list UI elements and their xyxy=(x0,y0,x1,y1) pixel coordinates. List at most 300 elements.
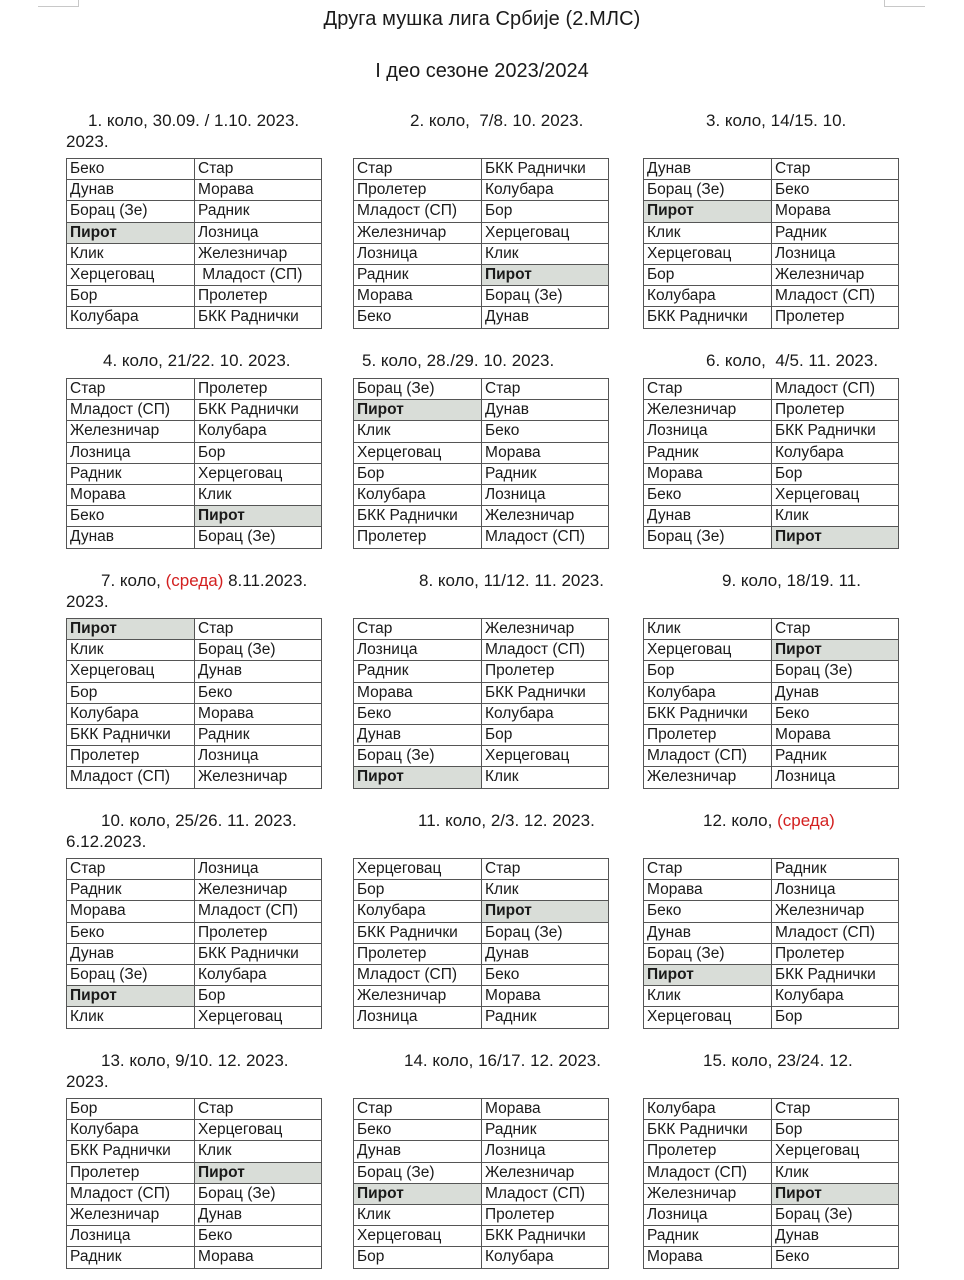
away-team-cell: Бор xyxy=(195,442,322,463)
away-team-cell: Пролетер xyxy=(195,379,322,400)
match-row xyxy=(644,463,899,484)
away-team-cell: Пирот xyxy=(482,264,609,285)
home-team-cell: Херцеговац xyxy=(644,243,772,264)
home-team-cell: Клик xyxy=(67,1007,195,1028)
match-row xyxy=(644,159,899,180)
match-row xyxy=(67,943,322,964)
home-team-cell: Железничар xyxy=(644,1183,772,1204)
match-row xyxy=(644,880,899,901)
home-team-cell: Пролетер xyxy=(354,180,482,201)
home-team-cell: Младост (СП) xyxy=(67,1183,195,1204)
match-row xyxy=(644,1183,899,1204)
home-team-cell: Херцеговац xyxy=(354,859,482,880)
match-row xyxy=(67,180,322,201)
home-team-cell: Херцеговац xyxy=(67,264,195,285)
away-team-cell: Радник xyxy=(772,222,899,243)
away-team-cell: Херцеговац xyxy=(772,1141,899,1162)
round-title-text: 2. коло, 7/8. 10. 2023. xyxy=(410,111,584,130)
match-row xyxy=(354,724,609,745)
match-row xyxy=(354,506,609,527)
away-team-cell: БКК Раднички xyxy=(195,943,322,964)
match-row xyxy=(644,400,899,421)
home-team-cell: Стар xyxy=(67,379,195,400)
match-row xyxy=(67,1141,322,1162)
match-row xyxy=(354,682,609,703)
round-title xyxy=(643,1050,853,1071)
away-team-cell: Младост (СП) xyxy=(482,1183,609,1204)
round-title xyxy=(353,350,554,371)
match-row xyxy=(67,463,322,484)
home-team-cell: Пирот xyxy=(354,1183,482,1204)
home-team-cell: Железничар xyxy=(67,421,195,442)
home-team-cell: Дунав xyxy=(644,922,772,943)
match-row xyxy=(67,379,322,400)
fixture-table xyxy=(353,158,609,329)
round-title-date: 8.11.2023. xyxy=(223,571,308,590)
home-team-cell: Радник xyxy=(67,463,195,484)
round-title-text: 12. коло, xyxy=(703,811,778,830)
away-team-cell: Пирот xyxy=(772,527,899,548)
home-team-cell: Пирот xyxy=(354,400,482,421)
match-row xyxy=(354,180,609,201)
home-team-cell: БКК Раднички xyxy=(644,1120,772,1141)
match-row xyxy=(67,640,322,661)
away-team-cell: Железничар xyxy=(772,901,899,922)
match-row xyxy=(67,421,322,442)
home-team-cell: Лозница xyxy=(67,1226,195,1247)
away-team-cell: Бор xyxy=(772,1120,899,1141)
away-team-cell: Борац (Зе) xyxy=(772,661,899,682)
round-block xyxy=(66,1050,326,1270)
match-row xyxy=(67,1226,322,1247)
away-team-cell: Борац (Зе) xyxy=(482,286,609,307)
match-row xyxy=(67,1247,322,1268)
home-team-cell: Колубара xyxy=(354,901,482,922)
away-team-cell: Железничар xyxy=(195,880,322,901)
match-row xyxy=(354,484,609,505)
match-row xyxy=(644,661,899,682)
home-team-cell: Железничар xyxy=(354,986,482,1007)
away-team-cell: Железничар xyxy=(482,619,609,640)
away-team-cell: Младост (СП) xyxy=(772,922,899,943)
match-row xyxy=(67,442,322,463)
match-row xyxy=(644,859,899,880)
round-title-text: 7. коло, xyxy=(101,571,166,590)
match-row xyxy=(644,442,899,463)
home-team-cell: Лозница xyxy=(67,442,195,463)
home-team-cell: Колубара xyxy=(644,682,772,703)
away-team-cell: Пролетер xyxy=(482,1204,609,1225)
away-team-cell: Стар xyxy=(772,159,899,180)
home-team-cell: Борац (Зе) xyxy=(644,527,772,548)
home-team-cell: Радник xyxy=(644,442,772,463)
round-title-line2: 2023. xyxy=(66,132,109,151)
home-team-cell: Морава xyxy=(644,1247,772,1268)
away-team-cell: Пролетер xyxy=(772,307,899,328)
home-team-cell: БКК Раднички xyxy=(354,506,482,527)
home-team-cell: БКК Раднички xyxy=(67,1141,195,1162)
away-team-cell: Лозница xyxy=(772,880,899,901)
away-team-cell: Железничар xyxy=(195,767,322,788)
fixture-table xyxy=(66,158,322,329)
away-team-cell: БКК Раднички xyxy=(772,421,899,442)
match-row xyxy=(354,286,609,307)
match-row xyxy=(67,724,322,745)
round-title-text: 6. коло, 4/5. 11. 2023. xyxy=(706,351,879,370)
round-title xyxy=(66,1050,289,1092)
home-team-cell: Клик xyxy=(644,986,772,1007)
away-team-cell: Бор xyxy=(772,1007,899,1028)
home-team-cell: Стар xyxy=(67,859,195,880)
round-title-text: 13. коло, 9/10. 12. 2023. xyxy=(101,1051,289,1070)
away-team-cell: Колубара xyxy=(482,703,609,724)
match-row xyxy=(644,1162,899,1183)
away-team-cell: Лозница xyxy=(482,484,609,505)
home-team-cell: БКК Раднички xyxy=(67,724,195,745)
away-team-cell: Стар xyxy=(195,1099,322,1120)
home-team-cell: Пирот xyxy=(644,964,772,985)
match-row xyxy=(67,400,322,421)
away-team-cell: Дунав xyxy=(482,400,609,421)
home-team-cell: Бор xyxy=(67,1099,195,1120)
match-row xyxy=(644,527,899,548)
match-row xyxy=(644,1099,899,1120)
match-row xyxy=(644,286,899,307)
round-title xyxy=(66,810,297,852)
round-title-text: 3. коло, 14/15. 10. xyxy=(706,111,847,130)
away-team-cell: Радник xyxy=(195,724,322,745)
away-team-cell: Бор xyxy=(195,986,322,1007)
match-row xyxy=(354,901,609,922)
away-team-cell: Клик xyxy=(482,243,609,264)
home-team-cell: Борац (Зе) xyxy=(354,746,482,767)
match-row xyxy=(644,379,899,400)
home-team-cell: Бор xyxy=(67,682,195,703)
home-team-cell: БКК Раднички xyxy=(354,922,482,943)
home-team-cell: Железничар xyxy=(354,222,482,243)
round-title-line2: 2023. xyxy=(66,1072,109,1091)
match-row xyxy=(354,159,609,180)
home-team-cell: Радник xyxy=(354,264,482,285)
match-row xyxy=(354,379,609,400)
round-block xyxy=(66,350,326,550)
home-team-cell: Колубара xyxy=(67,1120,195,1141)
round-block xyxy=(353,1050,613,1270)
match-row xyxy=(644,506,899,527)
home-team-cell: Дунав xyxy=(644,159,772,180)
match-row xyxy=(644,724,899,745)
round-title xyxy=(66,570,307,612)
home-team-cell: Дунав xyxy=(644,506,772,527)
home-team-cell: Колубара xyxy=(644,1099,772,1120)
match-row xyxy=(644,619,899,640)
away-team-cell: Борац (Зе) xyxy=(195,640,322,661)
away-team-cell: Пролетер xyxy=(195,922,322,943)
away-team-cell: Колубара xyxy=(195,421,322,442)
away-team-cell: Беко xyxy=(482,964,609,985)
away-team-cell: Морава xyxy=(195,703,322,724)
home-team-cell: Клик xyxy=(644,619,772,640)
away-team-cell: Морава xyxy=(772,201,899,222)
match-row xyxy=(354,767,609,788)
away-team-cell: Херцеговац xyxy=(195,463,322,484)
round-title-text: 5. коло, 28./29. 10. 2023. xyxy=(362,351,555,370)
away-team-cell: Колубара xyxy=(772,442,899,463)
away-team-cell: Младост (СП) xyxy=(195,264,322,285)
document-title: Друга мушка лига Србије (2.МЛС) xyxy=(323,8,641,30)
away-team-cell: Бор xyxy=(482,724,609,745)
fixture-table xyxy=(643,1098,899,1269)
home-team-cell: Борац (Зе) xyxy=(67,201,195,222)
home-team-cell: Пирот xyxy=(644,201,772,222)
match-row xyxy=(644,767,899,788)
home-team-cell: Младост (СП) xyxy=(354,964,482,985)
home-team-cell: Беко xyxy=(67,922,195,943)
match-row xyxy=(354,661,609,682)
home-team-cell: Пролетер xyxy=(67,746,195,767)
match-row xyxy=(354,922,609,943)
home-team-cell: Клик xyxy=(354,1204,482,1225)
away-team-cell: Стар xyxy=(482,379,609,400)
fixture-table xyxy=(66,858,322,1029)
match-row xyxy=(644,222,899,243)
match-row xyxy=(354,1204,609,1225)
home-team-cell: Борац (Зе) xyxy=(644,180,772,201)
away-team-cell: Младост (СП) xyxy=(482,527,609,548)
round-block xyxy=(353,110,613,330)
match-row xyxy=(644,703,899,724)
home-team-cell: Лозница xyxy=(644,1204,772,1225)
away-team-cell: Борац (Зе) xyxy=(482,922,609,943)
away-team-cell: Колубара xyxy=(772,986,899,1007)
match-row xyxy=(644,746,899,767)
match-row xyxy=(67,1183,322,1204)
away-team-cell: Младост (СП) xyxy=(772,379,899,400)
round-title-text: 14. коло, 16/17. 12. 2023. xyxy=(404,1051,601,1070)
home-team-cell: Херцеговац xyxy=(354,1226,482,1247)
home-team-cell: Колубара xyxy=(67,703,195,724)
home-team-cell: Дунав xyxy=(354,724,482,745)
match-row xyxy=(354,986,609,1007)
home-team-cell: Беко xyxy=(354,1120,482,1141)
home-team-cell: БКК Раднички xyxy=(644,307,772,328)
away-team-cell: Младост (СП) xyxy=(772,286,899,307)
away-team-cell: БКК Раднички xyxy=(482,682,609,703)
home-team-cell: Пролетер xyxy=(354,943,482,964)
round-title xyxy=(353,110,583,131)
home-team-cell: Беко xyxy=(644,484,772,505)
home-team-cell: Лозница xyxy=(354,1007,482,1028)
match-row xyxy=(644,201,899,222)
match-row xyxy=(67,901,322,922)
match-row xyxy=(644,1247,899,1268)
match-row xyxy=(354,1007,609,1028)
match-row xyxy=(354,201,609,222)
home-team-cell: Бор xyxy=(644,264,772,285)
match-row xyxy=(67,746,322,767)
match-row xyxy=(354,943,609,964)
away-team-cell: БКК Раднички xyxy=(482,159,609,180)
match-row xyxy=(354,463,609,484)
match-row xyxy=(67,1120,322,1141)
home-team-cell: Колубара xyxy=(67,307,195,328)
match-row xyxy=(644,1141,899,1162)
away-team-cell: Колубара xyxy=(195,964,322,985)
home-team-cell: Борац (Зе) xyxy=(354,379,482,400)
round-title xyxy=(643,110,846,131)
home-team-cell: Клик xyxy=(67,243,195,264)
away-team-cell: Беко xyxy=(482,421,609,442)
away-team-cell: Пролетер xyxy=(195,286,322,307)
round-title-text: 4. коло, 21/22. 10. 2023. xyxy=(103,351,291,370)
match-row xyxy=(644,1120,899,1141)
home-team-cell: Стар xyxy=(644,379,772,400)
away-team-cell: Радник xyxy=(482,463,609,484)
fixture-table xyxy=(353,1098,609,1269)
round-title-text: 9. коло, 18/19. 11. xyxy=(722,571,861,590)
away-team-cell: Беко xyxy=(195,682,322,703)
home-team-cell: Лозница xyxy=(644,421,772,442)
fixture-table xyxy=(66,1098,322,1269)
page-corner-mark-left xyxy=(38,0,79,7)
home-team-cell: Клик xyxy=(354,421,482,442)
home-team-cell: Лозница xyxy=(354,640,482,661)
fixture-table xyxy=(643,618,899,789)
home-team-cell: Пирот xyxy=(67,619,195,640)
home-team-cell: Беко xyxy=(354,703,482,724)
home-team-cell: Пролетер xyxy=(644,724,772,745)
away-team-cell: Клик xyxy=(772,1162,899,1183)
home-team-cell: Стар xyxy=(644,859,772,880)
away-team-cell: Борац (Зе) xyxy=(772,1204,899,1225)
round-title-text: 15. коло, 23/24. 12. xyxy=(703,1051,853,1070)
away-team-cell: Дунав xyxy=(195,1204,322,1225)
away-team-cell: Херцеговац xyxy=(482,222,609,243)
home-team-cell: Радник xyxy=(644,1226,772,1247)
round-title-text: 10. коло, 25/26. 11. 2023. xyxy=(101,811,297,830)
away-team-cell: Беко xyxy=(772,703,899,724)
match-row xyxy=(354,1141,609,1162)
away-team-cell: Пирот xyxy=(772,1183,899,1204)
home-team-cell: Пролетер xyxy=(354,527,482,548)
away-team-cell: Радник xyxy=(772,859,899,880)
match-row xyxy=(644,682,899,703)
away-team-cell: Радник xyxy=(482,1120,609,1141)
away-team-cell: Клик xyxy=(482,880,609,901)
match-row xyxy=(354,746,609,767)
home-team-cell: Бор xyxy=(354,880,482,901)
away-team-cell: Радник xyxy=(195,201,322,222)
away-team-cell: Клик xyxy=(482,767,609,788)
round-block xyxy=(353,350,613,550)
away-team-cell: Дунав xyxy=(482,307,609,328)
round-note-wednesday: (среда) xyxy=(777,811,835,830)
match-row xyxy=(354,964,609,985)
away-team-cell: Железничар xyxy=(195,243,322,264)
home-team-cell: Беко xyxy=(354,307,482,328)
match-row xyxy=(644,1204,899,1225)
home-team-cell: Клик xyxy=(67,640,195,661)
away-team-cell: Клик xyxy=(772,506,899,527)
away-team-cell: Лозница xyxy=(195,859,322,880)
round-block xyxy=(66,570,326,790)
match-row xyxy=(67,1099,322,1120)
match-row xyxy=(644,943,899,964)
match-row xyxy=(644,922,899,943)
match-row xyxy=(644,986,899,1007)
match-row xyxy=(67,264,322,285)
away-team-cell: БКК Раднички xyxy=(482,1226,609,1247)
match-row xyxy=(354,703,609,724)
home-team-cell: Морава xyxy=(644,463,772,484)
fixture-table xyxy=(66,378,322,549)
match-row xyxy=(354,1099,609,1120)
away-team-cell: Бор xyxy=(772,463,899,484)
match-row xyxy=(67,703,322,724)
match-row xyxy=(354,527,609,548)
away-team-cell: Клик xyxy=(195,484,322,505)
fixture-table xyxy=(643,158,899,329)
away-team-cell: Лозница xyxy=(772,243,899,264)
home-team-cell: Борац (Зе) xyxy=(354,1162,482,1183)
home-team-cell: Младост (СП) xyxy=(644,1162,772,1183)
match-row xyxy=(67,964,322,985)
away-team-cell: Железничар xyxy=(482,1162,609,1183)
away-team-cell: Клик xyxy=(195,1141,322,1162)
match-row xyxy=(67,880,322,901)
home-team-cell: Борац (Зе) xyxy=(67,964,195,985)
away-team-cell: Морава xyxy=(195,1247,322,1268)
round-title xyxy=(643,350,878,371)
round-block xyxy=(643,350,903,550)
match-row xyxy=(644,901,899,922)
fixture-table xyxy=(353,618,609,789)
round-title xyxy=(643,810,835,831)
home-team-cell: Колубара xyxy=(354,484,482,505)
match-row xyxy=(644,180,899,201)
home-team-cell: Бор xyxy=(644,661,772,682)
away-team-cell: Радник xyxy=(772,746,899,767)
round-title xyxy=(353,810,595,831)
away-team-cell: Лозница xyxy=(195,746,322,767)
round-block xyxy=(66,110,326,330)
away-team-cell: Херцеговац xyxy=(195,1120,322,1141)
away-team-cell: Младост (СП) xyxy=(482,640,609,661)
match-row xyxy=(67,1162,322,1183)
round-block xyxy=(353,570,613,790)
match-row xyxy=(354,400,609,421)
home-team-cell: Стар xyxy=(354,619,482,640)
match-row xyxy=(67,484,322,505)
away-team-cell: Радник xyxy=(482,1007,609,1028)
away-team-cell: Стар xyxy=(772,1099,899,1120)
fixture-table xyxy=(643,858,899,1029)
home-team-cell: Бор xyxy=(67,286,195,307)
home-team-cell: Железничар xyxy=(644,767,772,788)
home-team-cell: Бор xyxy=(354,1247,482,1268)
home-team-cell: Дунав xyxy=(67,943,195,964)
away-team-cell: Лозница xyxy=(482,1141,609,1162)
match-row xyxy=(67,661,322,682)
home-team-cell: Беко xyxy=(644,901,772,922)
home-team-cell: Морава xyxy=(354,682,482,703)
away-team-cell: Железничар xyxy=(772,264,899,285)
round-title xyxy=(353,1050,601,1071)
match-row xyxy=(67,506,322,527)
away-team-cell: Дунав xyxy=(482,943,609,964)
away-team-cell: Стар xyxy=(195,619,322,640)
match-row xyxy=(354,880,609,901)
